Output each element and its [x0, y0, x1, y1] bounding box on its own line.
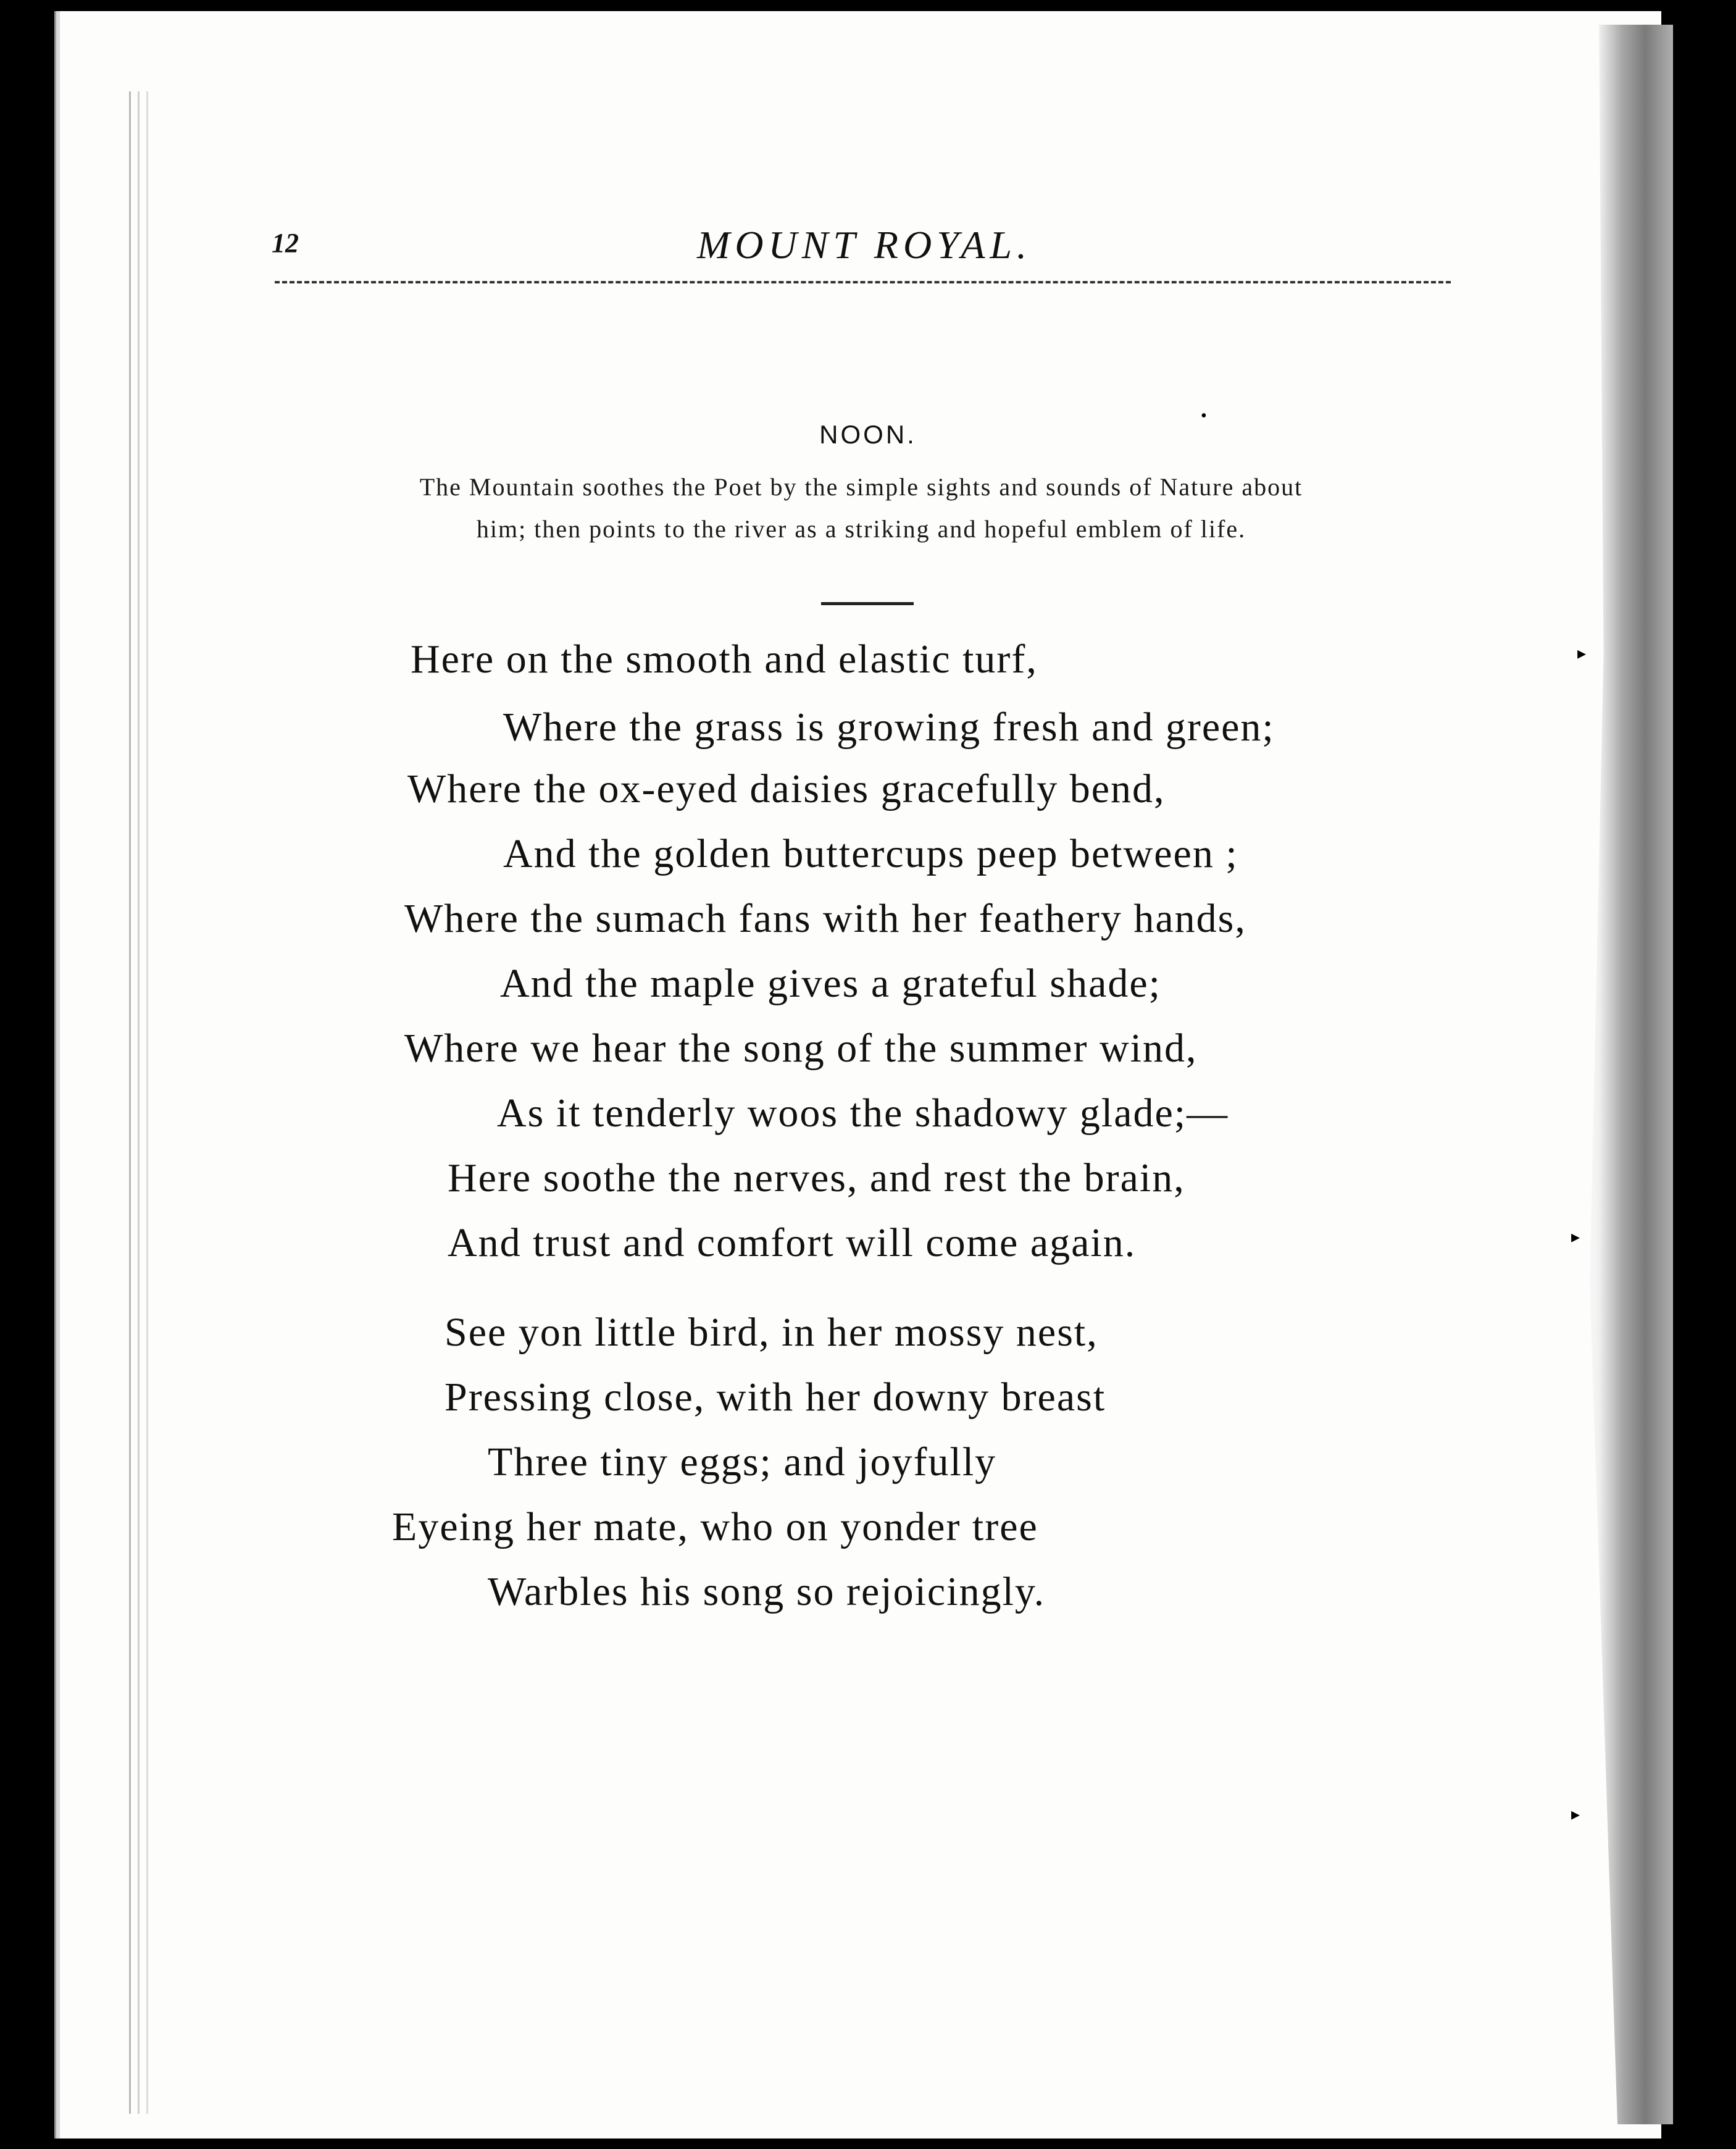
verse-line: See yon little bird, in her mossy nest, — [444, 1310, 1098, 1355]
poem-argument — [265, 466, 1457, 550]
verse-line: And the maple gives a grateful shade; — [500, 961, 1161, 1006]
header-rule — [275, 281, 1451, 283]
verse-line: Eyeing her mate, who on yonder tree — [392, 1504, 1038, 1549]
section-rule — [821, 602, 914, 605]
running-head — [272, 222, 1457, 278]
verse-line: Where the sumach fans with her feathery hands, — [404, 896, 1246, 941]
verse-line: Where the grass is growing fresh and green; — [503, 705, 1275, 750]
verse-line: Here on the smooth and elastic turf, — [411, 637, 1038, 682]
verse-line: As it tenderly woos the shadowy glade;— — [497, 1091, 1229, 1136]
verse-line: Pressing close, with her downy breast — [444, 1375, 1106, 1420]
page-number: 12 — [272, 228, 299, 258]
book-page — [54, 11, 1661, 2139]
verse-line: Where the ox-eyed daisies gracefully bend, — [407, 766, 1166, 811]
margin-mark: ▸ — [1571, 1228, 1580, 1247]
page-edge — [129, 91, 131, 2114]
verse-line: Three tiny eggs; and joyfully — [488, 1439, 997, 1485]
verse-line: Here soothe the nerves, and rest the brain, — [448, 1155, 1185, 1200]
ink-speck: • — [1201, 406, 1207, 425]
argument-line: The Mountain soothes the Poet by the simple sights and sounds of Nature about — [419, 473, 1303, 501]
verse-line: And trust and comfort will come again. — [448, 1220, 1137, 1265]
verse-line: Warbles his song so rejoicingly. — [488, 1569, 1046, 1614]
poem-title: NOON. — [819, 420, 917, 449]
verse-line: And the golden buttercups peep between ; — [503, 831, 1238, 876]
page-edge — [138, 91, 140, 2114]
page-edge — [146, 91, 148, 2114]
margin-mark: ▸ — [1577, 644, 1587, 663]
verse-line: Where we hear the song of the summer wind, — [404, 1026, 1198, 1071]
margin-mark: ▸ — [1571, 1805, 1580, 1824]
argument-line: him; then points to the river as a striking and hopeful emblem of life. — [476, 515, 1246, 543]
running-title: MOUNT ROYAL. — [697, 223, 1032, 267]
